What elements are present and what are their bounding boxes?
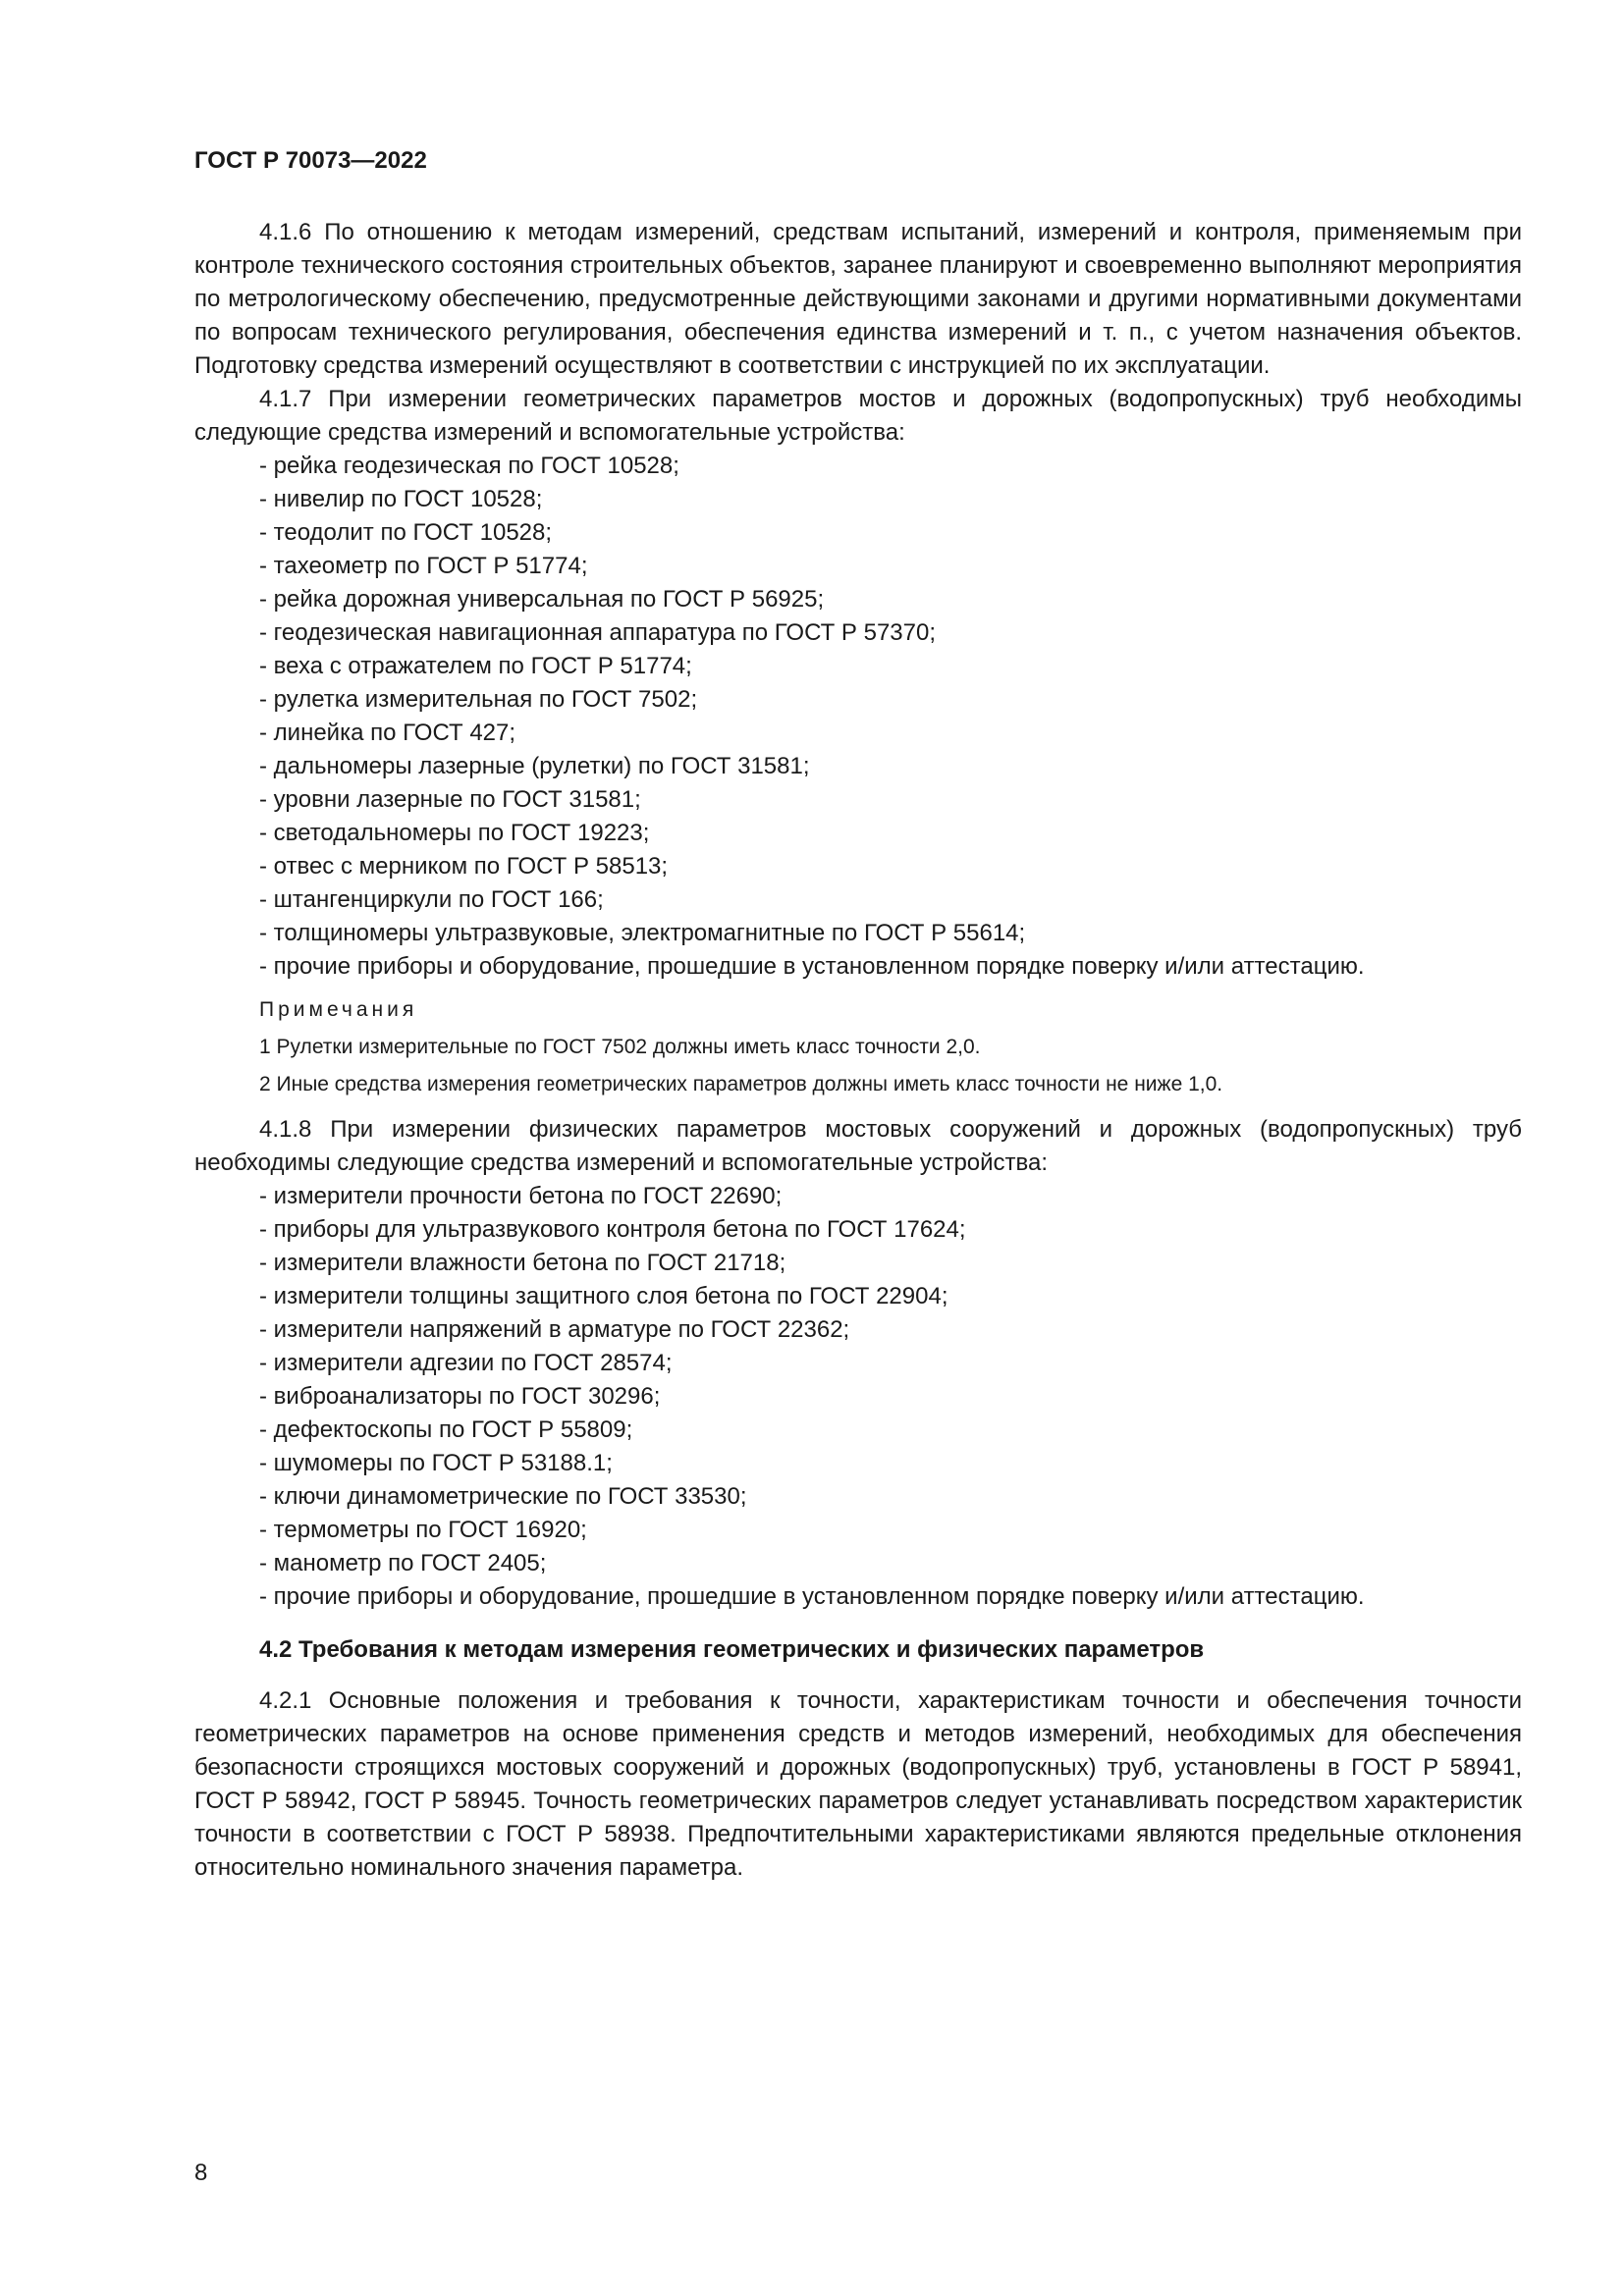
- list-item: - прочие приборы и оборудование, прошедшие в установленном порядке поверку и/или аттестацию.: [259, 1583, 1365, 1610]
- paragraph-4-1-6: 4.1.6 По отношению к методам измерений, средствам испытаний, измерений и контроля, применяемым при контроле технического состояния строительных объектов, заранее планируют и своевременно выполняют мероприятия по метрологическому обеспечению, предусмотренные действующими законами и другими нормативными документами по вопросам технического регулирования, обеспечения единства измерений и т. п., с учетом назначения объектов. Подготовку средства измерений осуществляют в соответствии с инструкцией по их эксплуатации.: [194, 219, 1522, 379]
- list-item: - линейка по ГОСТ 427;: [259, 720, 516, 746]
- list-item: - измерители адгезии по ГОСТ 28574;: [259, 1350, 673, 1376]
- list-item: - нивелир по ГОСТ 10528;: [259, 486, 543, 512]
- list-item: - приборы для ультразвукового контроля бетона по ГОСТ 17624;: [259, 1216, 966, 1243]
- document-header: ГОСТ Р 70073—2022: [194, 147, 427, 174]
- paragraph-4-2-1: 4.2.1 Основные положения и требования к точности, характеристикам точности и обеспечения точности геометрических параметров на основе применения средств и методов измерений, необходимых для обеспечения безопасности строящихся мостовых сооружений и дорожных (водопропускных) труб, установлены в ГОСТ Р 58941, ГОСТ Р 58942, ГОСТ Р 58945. Точность геометрических параметров следует устанавливать посредством характеристик точности в соответствии с ГОСТ Р 58938. Предпочтительными характеристиками являются предельные отклонения относительно номинального значения параметра.: [194, 1687, 1522, 1881]
- list-item: - дефектоскопы по ГОСТ Р 55809;: [259, 1416, 633, 1443]
- list-item: - геодезическая навигационная аппаратура по ГОСТ Р 57370;: [259, 619, 937, 646]
- list-item: - рулетка измерительная по ГОСТ 7502;: [259, 686, 698, 713]
- list-geometric-instruments: [194, 450, 1522, 984]
- list-item: - манометр по ГОСТ 2405;: [259, 1550, 547, 1576]
- document-page: [194, 145, 1522, 1885]
- list-item: - рейка дорожная универсальная по ГОСТ Р 56925;: [259, 586, 825, 613]
- paragraph-4-1-8: 4.1.8 При измерении физических параметров мостовых сооружений и дорожных (водопропускных) труб необходимы следующие средства измерений и вспомогательные устройства:: [194, 1116, 1522, 1176]
- list-item: - шумомеры по ГОСТ Р 53188.1;: [259, 1450, 613, 1476]
- notes-block: [194, 995, 1522, 1099]
- list-item: - термометры по ГОСТ 16920;: [259, 1517, 587, 1543]
- list-item: - измерители напряжений в арматуре по ГОСТ 22362;: [259, 1316, 850, 1343]
- notes-title: Примечания: [259, 998, 418, 1021]
- list-item: - светодальномеры по ГОСТ 19223;: [259, 820, 650, 846]
- section-title-4-2: 4.2 Требования к методам измерения геометрических и физических параметров: [259, 1636, 1205, 1663]
- note-item: 2 Иные средства измерения геометрических параметров должны иметь класс точности не ниже 1,0.: [259, 1073, 1223, 1095]
- list-item: - рейка геодезическая по ГОСТ 10528;: [259, 453, 679, 479]
- list-item: - измерители влажности бетона по ГОСТ 21718;: [259, 1250, 786, 1276]
- list-item: - штангенциркули по ГОСТ 166;: [259, 886, 604, 913]
- list-item: - измерители толщины защитного слоя бетона по ГОСТ 22904;: [259, 1283, 948, 1309]
- list-item: - толщиномеры ультразвуковые, электромагнитные по ГОСТ Р 55614;: [259, 920, 1026, 946]
- list-item: - измерители прочности бетона по ГОСТ 22690;: [259, 1183, 783, 1209]
- list-item: - отвес с мерником по ГОСТ Р 58513;: [259, 853, 669, 880]
- list-item: - теодолит по ГОСТ 10528;: [259, 519, 553, 546]
- list-item: - уровни лазерные по ГОСТ 31581;: [259, 786, 641, 813]
- list-item: - виброанализаторы по ГОСТ 30296;: [259, 1383, 661, 1410]
- list-item: - ключи динамометрические по ГОСТ 33530;: [259, 1483, 747, 1510]
- list-physical-instruments: [194, 1180, 1522, 1614]
- list-item: - веха с отражателем по ГОСТ Р 51774;: [259, 653, 692, 679]
- paragraph-4-1-7: 4.1.7 При измерении геометрических параметров мостов и дорожных (водопропускных) труб необходимы следующие средства измерений и вспомогательные устройства:: [194, 386, 1522, 446]
- list-item: - прочие приборы и оборудование, прошедшие в установленном порядке поверку и/или аттестацию.: [259, 953, 1365, 980]
- list-item: - тахеометр по ГОСТ Р 51774;: [259, 553, 588, 579]
- list-item: - дальномеры лазерные (рулетки) по ГОСТ 31581;: [259, 753, 810, 779]
- note-item: 1 Рулетки измерительные по ГОСТ 7502 должны иметь класс точности 2,0.: [259, 1036, 981, 1058]
- page-number: 8: [194, 2160, 208, 2186]
